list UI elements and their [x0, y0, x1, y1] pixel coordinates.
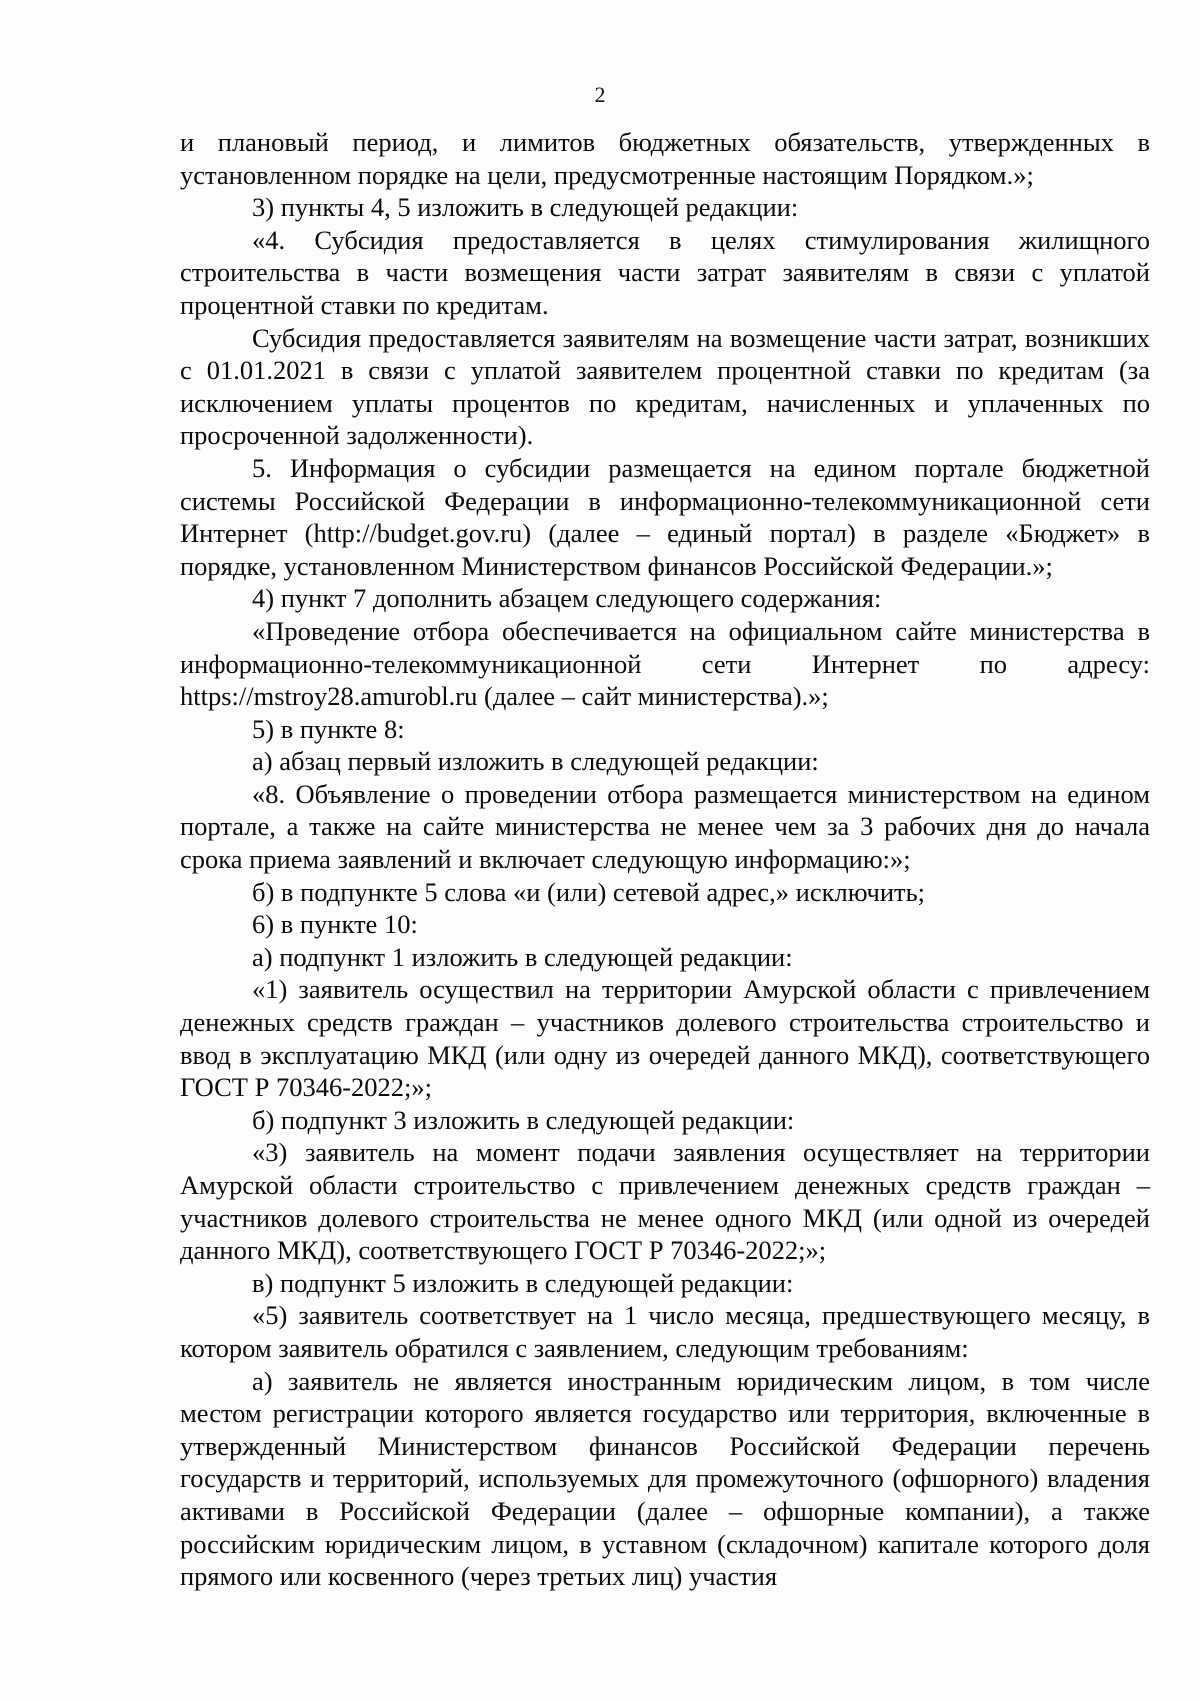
document-paragraph: Субсидия предоставляется заявителям на возмещение части затрат, возникших с 01.01.2021 в связи с уплатой заявителем процентной ставки по кредитам (за исключением уплаты процентов по кредитам, начисленных и уплаченных по просроченной задолженности). [180, 322, 1150, 451]
document-paragraph: 6) в пункте 10: [252, 909, 418, 940]
document-paragraph: б) в подпункте 5 слова «и (или) сетевой адрес,» исключить; [252, 876, 926, 907]
document-paragraph: «Проведение отбора обеспечивается на официальном сайте министерства в информационно-телекоммуникационной сети Интернет по адресу: https://mstroy28.amurobl.ru (далее – сайт министерства).»; [180, 615, 1150, 712]
document-paragraph: а) подпункт 1 изложить в следующей редакции: [252, 941, 793, 972]
document-paragraph: «8. Объявление о проведении отбора размещается министерством на едином портале, а также на сайте министерства не менее чем за 3 рабочих дня до начала срока приема заявлений и включает следующую информацию:»; [180, 778, 1150, 875]
document-paragraph: «3) заявитель на момент подачи заявления осуществляет на территории Амурской области строительство с привлечением денежных средств граждан – участников долевого строительства не менее одного МКД (или одной из очередей данного МКД), соответствующего ГОСТ Р 70346-2022;»; [180, 1137, 1150, 1266]
document-paragraph: в) подпункт 5 изложить в следующей редакции: [252, 1267, 794, 1298]
document-paragraph: 3) пункты 4, 5 изложить в следующей редакции: [252, 192, 799, 223]
document-paragraph: «1) заявитель осуществил на территории Амурской области с привлечением денежных средств граждан – участников долевого строительства строительство и ввод в эксплуатацию МКД (или одну из очередей данного МКД), соответствующего ГОСТ Р 70346-2022;»; [180, 974, 1150, 1103]
document-paragraph: а) абзац первый изложить в следующей редакции: [252, 746, 819, 777]
document-paragraph: 4) пункт 7 дополнить абзацем следующего содержания: [252, 583, 882, 614]
page-number: 2 [594, 82, 606, 107]
document-paragraph: «4. Субсидия предоставляется в целях стимулирования жилищного строительства в части возмещения части затрат заявителям в связи с уплатой процентной ставки по кредитам. [180, 224, 1150, 320]
document-paragraph: «5) заявитель соответствует на 1 число месяца, предшествующего месяцу, в котором заявитель обратился с заявлением, следующим требованиям: [180, 1300, 1150, 1363]
document-paragraph: 5. Информация о субсидии размещается на едином портале бюджетной системы Российской Федерации в информационно-телекоммуникационной сети Интернет (http://budget.gov.ru) (далее – единый портал) в разделе «Бюджет» в порядке, установленном Министерством финансов Российской Федерации.»; [180, 452, 1150, 581]
document-paragraph: а) заявитель не является иностранным юридическим лицом, в том числе местом регистрации которого является государство или территория, включенные в утвержденный Министерством финансов Российской Федерации перечень государств и территорий, используемых для промежуточного (офшорного) владения активами в Российской Федерации (далее – офшорные компании), а также российским юридическим лицом, в уставном (складочном) капитале которого доля прямого или косвенного (через третьих лиц) участия [180, 1365, 1150, 1592]
document-paragraph: и плановый период, и лимитов бюджетных обязательств, утвержденных в установленном порядке на цели, предусмотренные настоящим Порядком.»; [180, 127, 1150, 190]
document-paragraph: б) подпункт 3 изложить в следующей редакции: [252, 1104, 795, 1135]
document-body [180, 126, 1150, 1593]
document-paragraph: 5) в пункте 8: [252, 713, 405, 744]
